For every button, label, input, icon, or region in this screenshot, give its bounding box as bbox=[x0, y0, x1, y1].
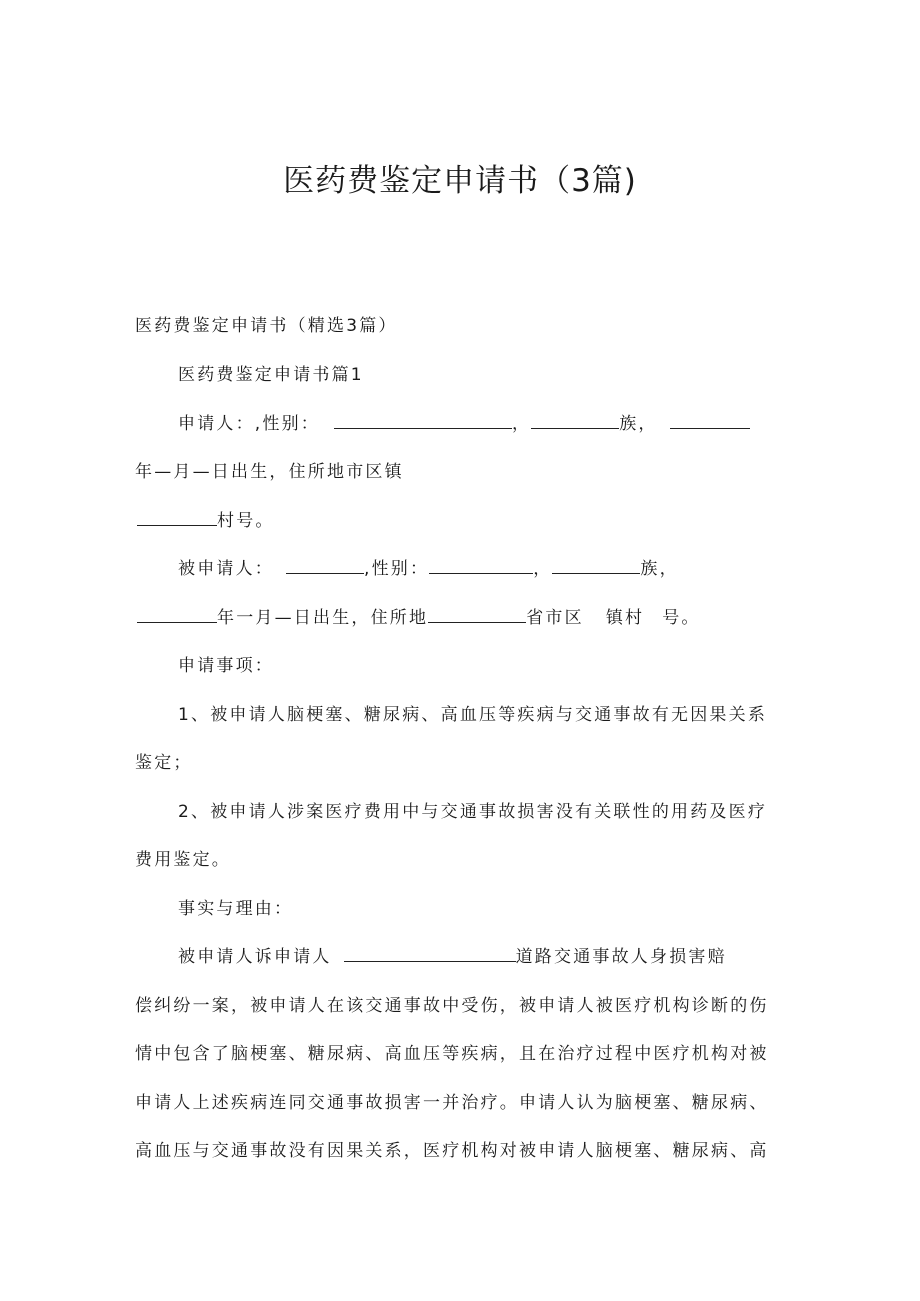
item-1-line-1: 1、被申请人脑梗塞、糖尿病、高血压等疾病与交通事故有无因果关系 bbox=[178, 705, 768, 725]
number-label: 号。 bbox=[662, 608, 701, 628]
respondent-line-2 bbox=[137, 603, 701, 628]
blank-field bbox=[137, 604, 217, 623]
blank-field bbox=[428, 604, 526, 623]
blank-field bbox=[334, 410, 512, 429]
blank-field bbox=[286, 555, 364, 574]
gender-label: ,性别： bbox=[364, 559, 430, 579]
blank-field bbox=[429, 555, 533, 574]
section-heading: 医药费鉴定申请书篇1 bbox=[178, 365, 364, 385]
birth-residence-label: 年一月—日出生，住所地 bbox=[217, 608, 429, 628]
facts-text: 道路交通事故人身损害赔 bbox=[515, 947, 727, 967]
facts-line-3: 情中包含了脑梗塞、糖尿病、高血压等疾病，且在治疗过程中医疗机构对被 bbox=[135, 1044, 769, 1064]
separator: ， bbox=[512, 414, 532, 434]
ethnicity-label: 族， bbox=[640, 559, 679, 579]
blank-field bbox=[552, 555, 640, 574]
facts-text: 被申请人诉申请人 bbox=[178, 947, 332, 967]
matters-heading: 申请事项： bbox=[178, 656, 274, 676]
facts-line-5: 高血压与交通事故没有因果关系，医疗机构对被申请人脑梗塞、糖尿病、高 bbox=[135, 1141, 769, 1161]
respondent-label: 被申请人： bbox=[178, 559, 274, 579]
respondent-line-1 bbox=[178, 554, 679, 579]
blank-field bbox=[670, 410, 750, 429]
applicant-line-1 bbox=[178, 409, 750, 434]
village-label: 村号。 bbox=[217, 511, 275, 531]
document-title: 医药费鉴定申请书（3篇) bbox=[283, 163, 637, 199]
item-2-line-1: 2、被申请人涉案医疗费用中与交通事故损害没有关联性的用药及医疗 bbox=[178, 802, 768, 822]
facts-heading: 事实与理由： bbox=[178, 899, 294, 919]
item-1-line-2: 鉴定； bbox=[135, 753, 193, 773]
blank-field bbox=[137, 507, 217, 526]
blank-field bbox=[531, 410, 619, 429]
blank-field bbox=[344, 943, 516, 962]
facts-line-4: 申请人上述疾病连同交通事故损害一并治疗。申请人认为脑梗塞、糖尿病、 bbox=[135, 1093, 769, 1113]
applicant-line-3 bbox=[137, 506, 275, 531]
separator: ， bbox=[533, 559, 553, 579]
applicant-label: 申请人：,性别： bbox=[178, 414, 321, 434]
applicant-line-2: 年—月—日出生，住所地市区镇 bbox=[135, 462, 404, 482]
item-2-line-2: 费用鉴定。 bbox=[135, 850, 231, 870]
facts-line-1 bbox=[178, 942, 727, 967]
ethnicity-label: 族， bbox=[619, 414, 658, 434]
town-label: 镇村 bbox=[605, 608, 645, 628]
facts-line-2: 偿纠纷一案，被申请人在该交通事故中受伤，被申请人被医疗机构诊断的伤 bbox=[135, 996, 769, 1016]
province-label: 省市区 bbox=[526, 608, 584, 628]
document-subtitle: 医药费鉴定申请书（精选3篇） bbox=[135, 316, 398, 336]
